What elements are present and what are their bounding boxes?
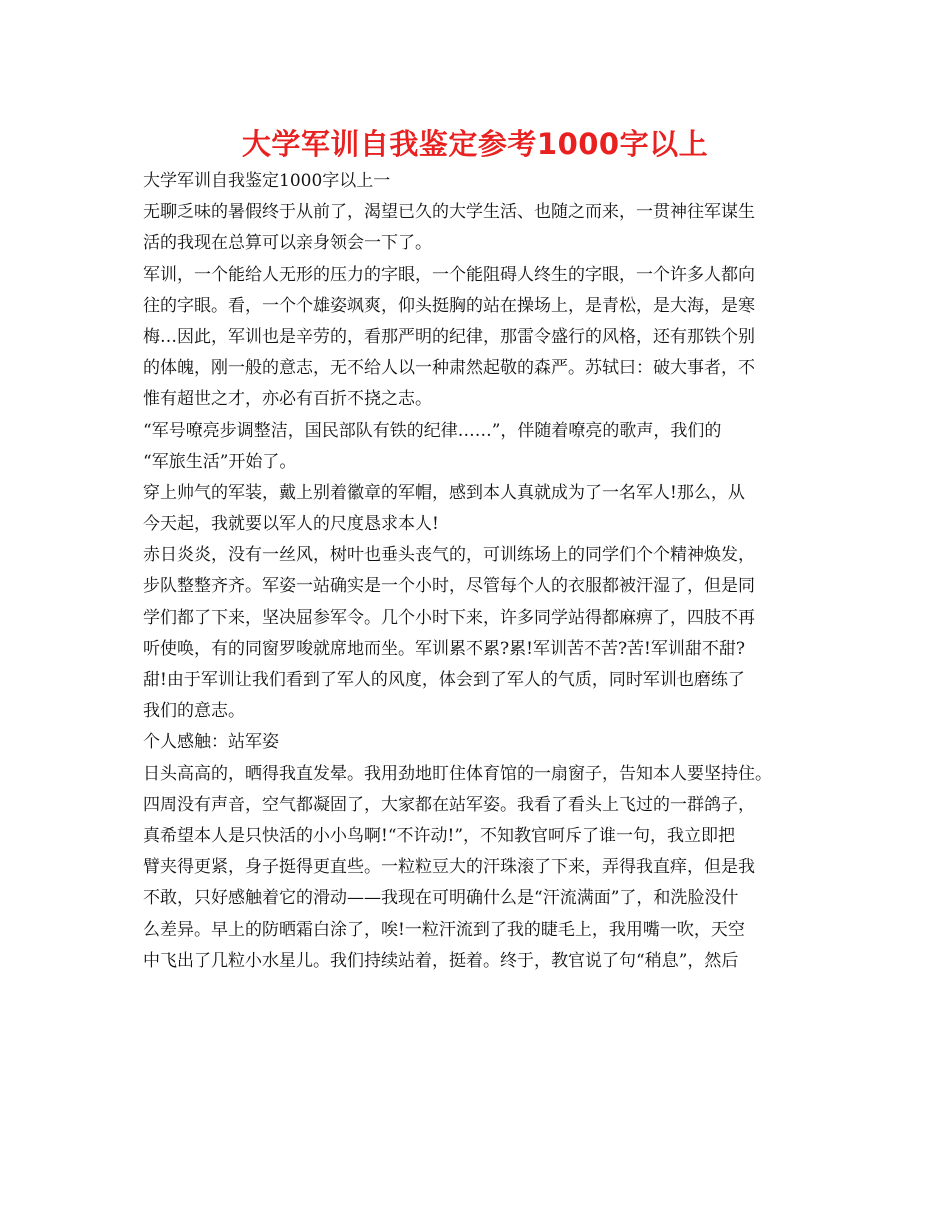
body-line: 穿上帅气的军装，戴上别着徽章的军帽，感到本人真就成为了一名军人!那么，从 — [143, 482, 745, 503]
body-line: 日头高高的，晒得我直发晕。我用劲地盯住体育馆的一扇窗子，告知本人要坚持住。 — [143, 763, 772, 784]
body-line: 四周没有声音，空气都凝固了，大家都在站军姿。我看了看头上飞过的一群鸽子， — [143, 794, 755, 815]
body-line: “军号嘹亮步调整洁，国民部队有铁的纪律……”，伴随着嘹亮的歌声，我们的 — [143, 420, 722, 441]
body-line: 真希望本人是只快活的小小鸟啊!“不许动!”，不知教官呵斥了谁一句，我立即把 — [143, 825, 736, 846]
body-line: 大学军训自我鉴定1000字以上一 — [143, 171, 391, 191]
body-line: 臂夹得更紧，身子挺得更直些。一粒粒豆大的汗珠滚了下来，弄得我直痒，但是我 — [143, 857, 755, 878]
body-line: 中飞出了几粒小水星儿。我们持续站着，挺着。终于，教官说了句“稍息”，然后 — [143, 950, 739, 971]
body-line: 今天起，我就要以军人的尺度恳求本人! — [143, 514, 439, 535]
body-line: 个人感触：站军姿 — [143, 732, 279, 753]
document-title: 大学军训自我鉴定参考1000字以上 — [241, 127, 709, 161]
body-line: 无聊乏味的暑假终于从前了，渴望已久的大学生活、也随之而来，一贯神往军谋生 — [143, 202, 755, 223]
body-line: “军旅生活”开始了。 — [143, 451, 297, 472]
body-line: 往的字眼。看，一个个雄姿飒爽，仰头挺胸的站在操场上，是青松，是大海，是寒 — [143, 295, 755, 316]
body-line: 学们都了下来，坚决屈参军令。几个小时下来，许多同学站得都麻痹了，四肢不再 — [143, 607, 755, 628]
body-line: 惟有超世之才，亦必有百折不挠之志。 — [143, 389, 432, 410]
body-line: 么差异。早上的防晒霜白涂了，唉!一粒汗流到了我的睫毛上，我用嘴一吹，天空 — [143, 919, 745, 940]
body-line: 甜!由于军训让我们看到了军人的风度，体会到了军人的气质，同时军训也磨练了 — [143, 670, 745, 690]
document-body — [143, 166, 825, 977]
body-line: 赤日炎炎，没有一丝风，树叶也垂头丧气的，可训练场上的同学们个个精神焕发， — [143, 545, 755, 566]
body-line: 活的我现在总算可以亲身领会一下了。 — [143, 233, 432, 254]
body-line: 听使唤，有的同窗罗唆就席地而坐。军训累不累?累!军训苦不苦?苦!军训甜不甜? — [143, 638, 746, 659]
body-line: 军训，一个能给人无形的压力的字眼，一个能阻碍人终生的字眼，一个许多人都向 — [143, 264, 755, 285]
body-line: 不敢，只好感触着它的滑动——我现在可明确什么是“汗流满面”了，和洗脸没什 — [143, 888, 739, 909]
body-line: 的体魄，刚一般的意志，无不给人以一种肃然起敬的森严。苏轼曰：破大事者，不 — [143, 358, 755, 379]
body-line: 梅…因此，军训也是辛劳的，看那严明的纪律，那雷令盛行的风格，还有那铁个别 — [143, 326, 755, 347]
body-line: 我们的意志。 — [143, 701, 245, 722]
body-line: 步队整整齐齐。军姿一站确实是一个小时，尽管每个人的衣服都被汗湿了，但是同 — [143, 576, 755, 597]
